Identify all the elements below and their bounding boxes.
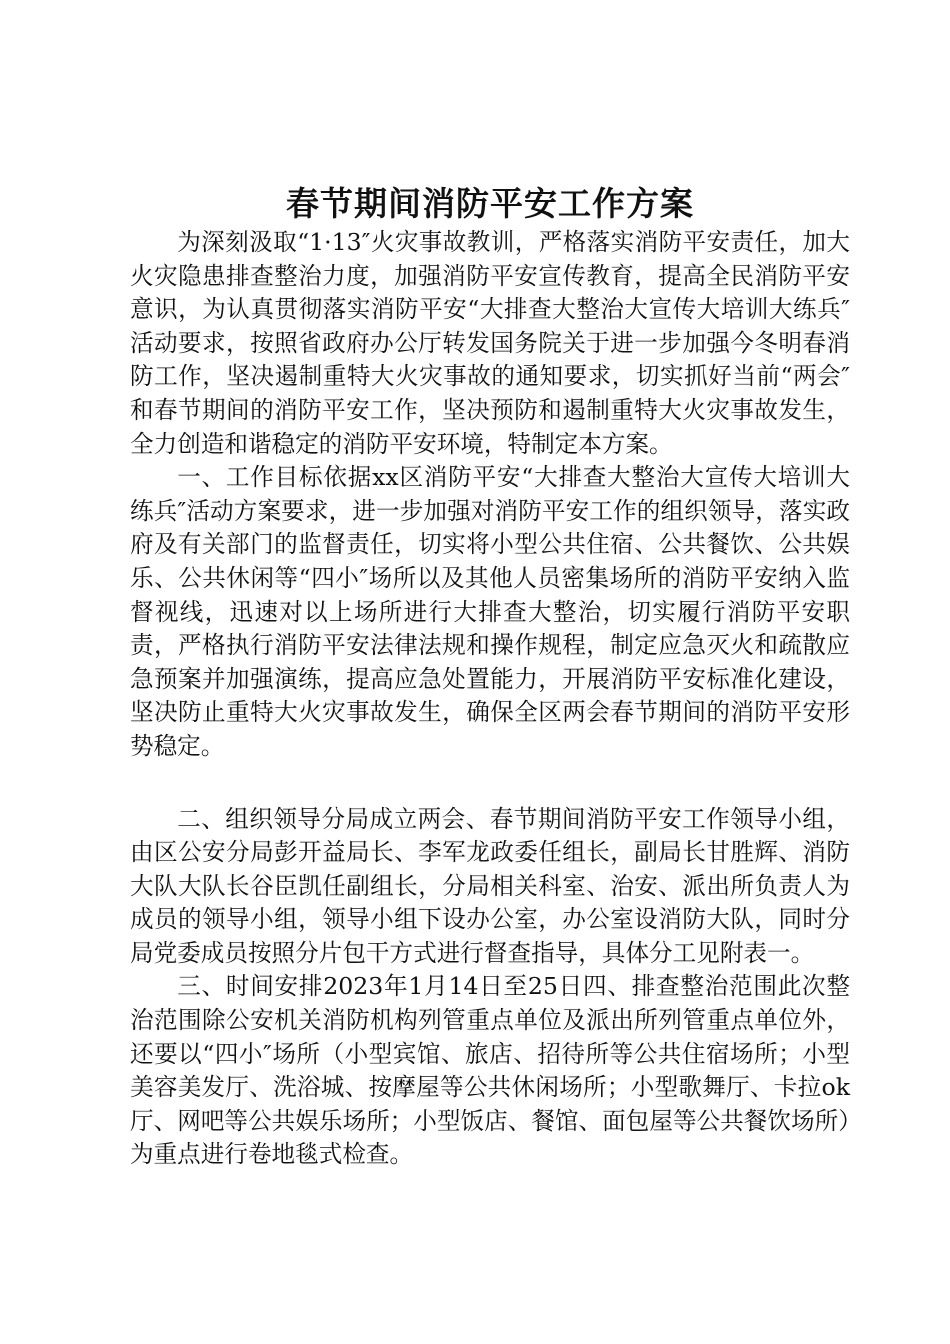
paragraph-intro: 为深刻汲取“1·13″火灾事故教训，严格落实消防平安责任，加大火灾隐患排查整治力度，加强消防平安宣传教育，提高全民消防平安意识，为认真贯彻落实消防平安“大排查大整治大宣传大培训大练兵″活动要求，按照省政府办公厅转发国务院关于进一步加强今冬明春消防工作，坚决遏制重特大火灾事故的通知要求，切实抓好当前“两会″和春节期间的消防平安工作，坚决预防和遏制重特大火灾事故发生，全力创造和谐稳定的消防平安环境，特制定本方案。 bbox=[130, 228, 850, 458]
paragraph-schedule-scope: 三、时间安排2023年1月14日至25日四、排查整治范围此次整治范围除公安机关消防机构列管重点单位及派出所列管重点单位外，还要以“四小″场所（小型宾馆、旅店、招待所等公共住宿场所；小型美容美发厅、洗浴城、按摩屋等公共休闲场所；小型歌舞厅、卡拉ok厅、网吧等公共娱乐场所；小型饭店、餐馆、面包屋等公共餐饮场所）为重点进行卷地毯式检查。 bbox=[130, 972, 850, 1169]
paragraph-organization: 二、组织领导分局成立两会、春节期间消防平安工作领导小组，由区公安分局彭开益局长、李军龙政委任组长，副局长甘胜辉、消防大队大队长谷臣凯任副组长，分局相关科室、治安、派出所负责人为成员的领导小组，领导小组下设办公室，办公室设消防大队，同时分局党委成员按照分片包干方式进行督查指导，具体分工见附表一。 bbox=[130, 804, 850, 967]
document-page bbox=[130, 182, 850, 1172]
paragraph-spacer bbox=[130, 764, 850, 803]
document-title: 春节期间消防平安工作方案 bbox=[286, 184, 694, 223]
paragraph-work-goal: 一、工作目标依据xx区消防平安“大排查大整治大宣传大培训大练兵″活动方案要求，进一步加强对消防平安工作的组织领导，落实政府及有关部门的监督责任，切实将小型公共住宿、公共餐饮、公共娱乐、公共休闲等“四小″场所以及其他人员密集场所的消防平安纳入监督视线，迅速对以上场所进行大排查大整治，切实履行消防平安职责，严格执行消防平安法律法规和操作规程，制定应急灭火和疏散应急预案并加强演练，提高应急处置能力，开展消防平安标准化建设，坚决防止重特大火灾事故发生，确保全区两会春节期间的消防平安形势稳定。 bbox=[130, 463, 850, 760]
